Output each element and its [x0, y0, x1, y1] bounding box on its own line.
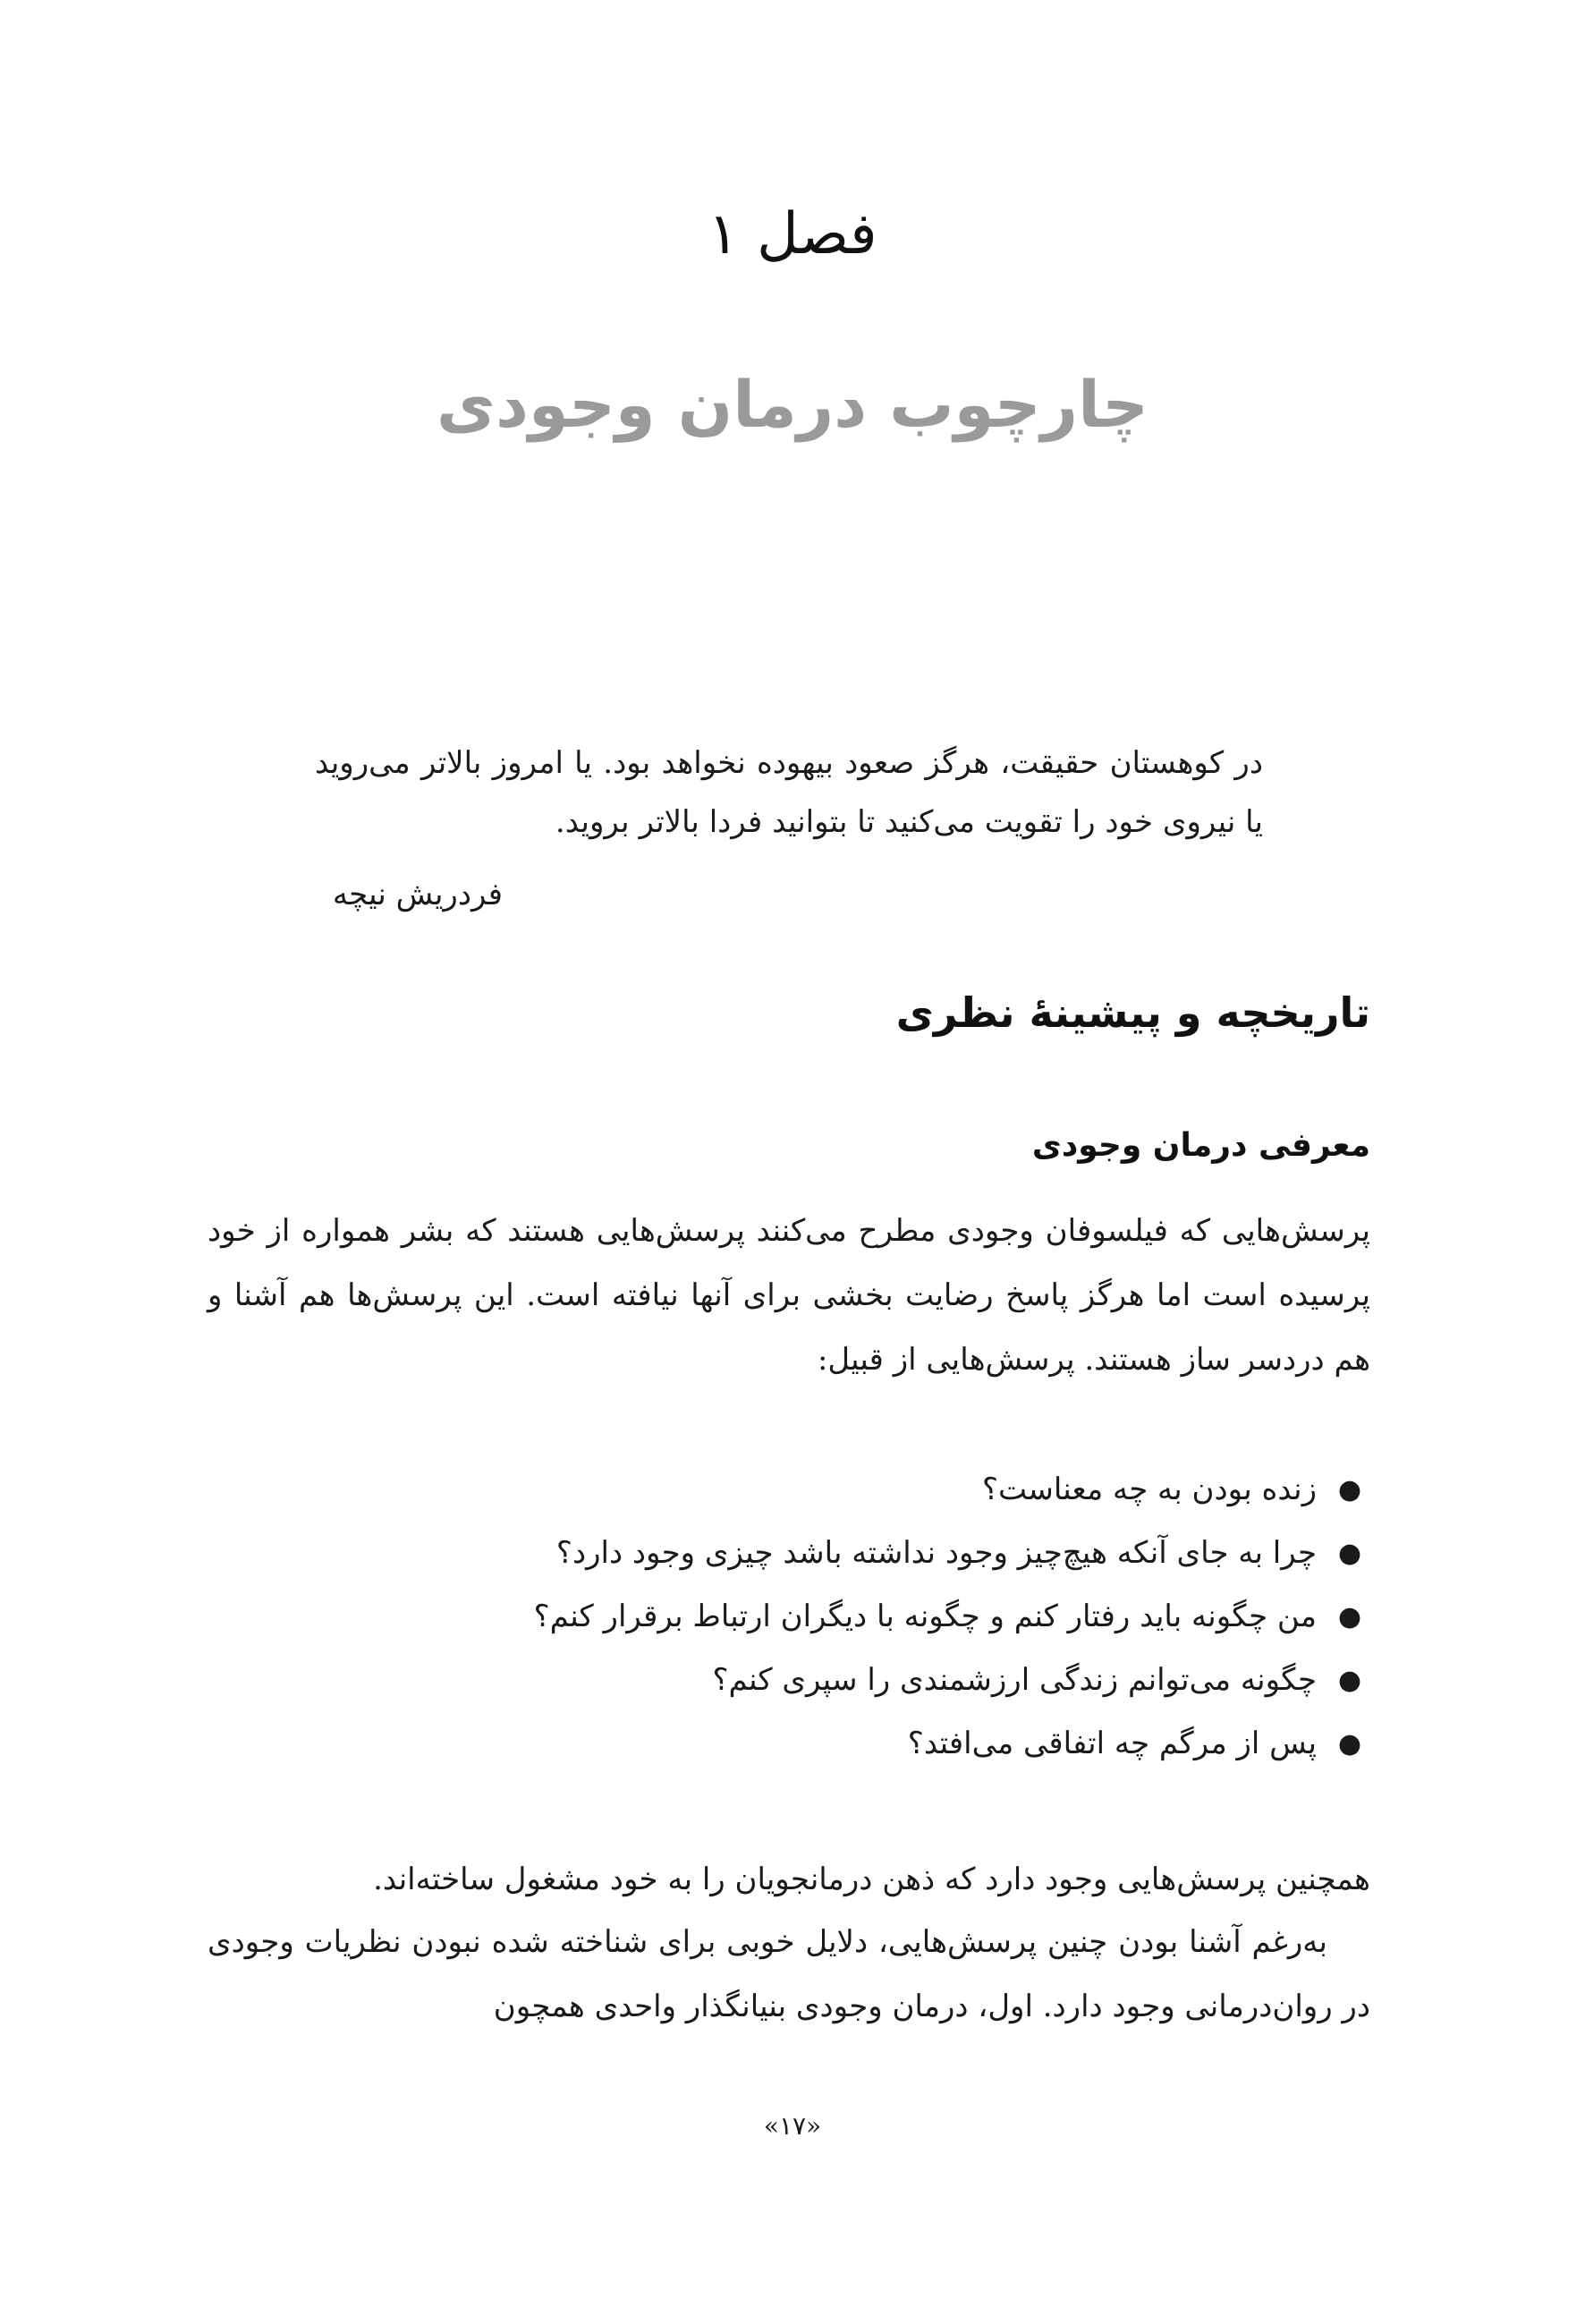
bullet-icon: ● — [1337, 1538, 1361, 1569]
paragraph-after-list: همچنین پرسش‌هایی وجود دارد که ذهن درمانجویان را به خود مشغول ساخته‌اند. — [373, 1862, 1370, 1897]
subsection-heading: معرفی درمان وجودی — [1031, 1127, 1370, 1164]
list-item — [154, 1649, 1361, 1712]
list-item — [154, 1458, 1361, 1522]
list-item — [154, 1712, 1361, 1776]
bullet-icon: ● — [1337, 1601, 1361, 1633]
chapter-number: فصل ۱ — [708, 201, 877, 267]
question-text: من چگونه باید رفتار کنم و چگونه با دیگران ارتباط برقرار کنم؟ — [533, 1599, 1317, 1634]
intro-paragraph: پرسش‌هایی که فیلسوفان وجودی مطرح می‌کنند پرسش‌هایی هستند که بشر همواره از خود پرسیده است اما هرگز پاسخ رضایت بخشی برای آنها نیافته است. این پرسش‌ها هم آشنا و هم دردسر ساز هستند. پرسش‌هایی از قبیل: — [208, 1213, 1370, 1378]
epigraph-quote: در کوهستان حقیقت، هرگز صعود بیهوده نخواهد بود. یا امروز بالاتر می‌روید یا نیروی خود را تقویت می‌کنید تا بتوانید فردا بالاتر بروید. — [315, 745, 1263, 840]
question-text: چگونه می‌توانم زندگی ارزشمندی را سپری کنم؟ — [712, 1662, 1317, 1698]
question-list — [154, 1458, 1370, 1776]
page-number: «۱۷» — [763, 2111, 822, 2141]
epigraph-author: فردریش نیچه — [332, 877, 503, 912]
question-text: پس از مرگم چه اتفاقی می‌افتد؟ — [907, 1726, 1317, 1761]
list-item — [154, 1585, 1361, 1649]
bullet-icon: ● — [1337, 1474, 1361, 1506]
chapter-title: چارچوب درمان وجودی — [436, 367, 1149, 442]
bullet-icon: ● — [1337, 1665, 1361, 1696]
paragraph-next: به‌رغم آشنا بودن چنین پرسش‌هایی، دلایل خوبی برای شناخته شده نبودن نظریات وجودی در روان‌درمانی وجود دارد. اول، درمان وجودی بنیانگذار واحدی همچون — [208, 1924, 1370, 2024]
question-text: زنده بودن به چه معناست؟ — [982, 1472, 1317, 1507]
section-heading: تاریخچه و پیشینۀ نظری — [895, 988, 1370, 1037]
list-item — [154, 1522, 1361, 1585]
question-text: چرا به جای آنکه هیچ‌چیز وجود نداشته باشد چیزی وجود دارد؟ — [555, 1535, 1317, 1571]
bullet-icon: ● — [1337, 1728, 1361, 1760]
